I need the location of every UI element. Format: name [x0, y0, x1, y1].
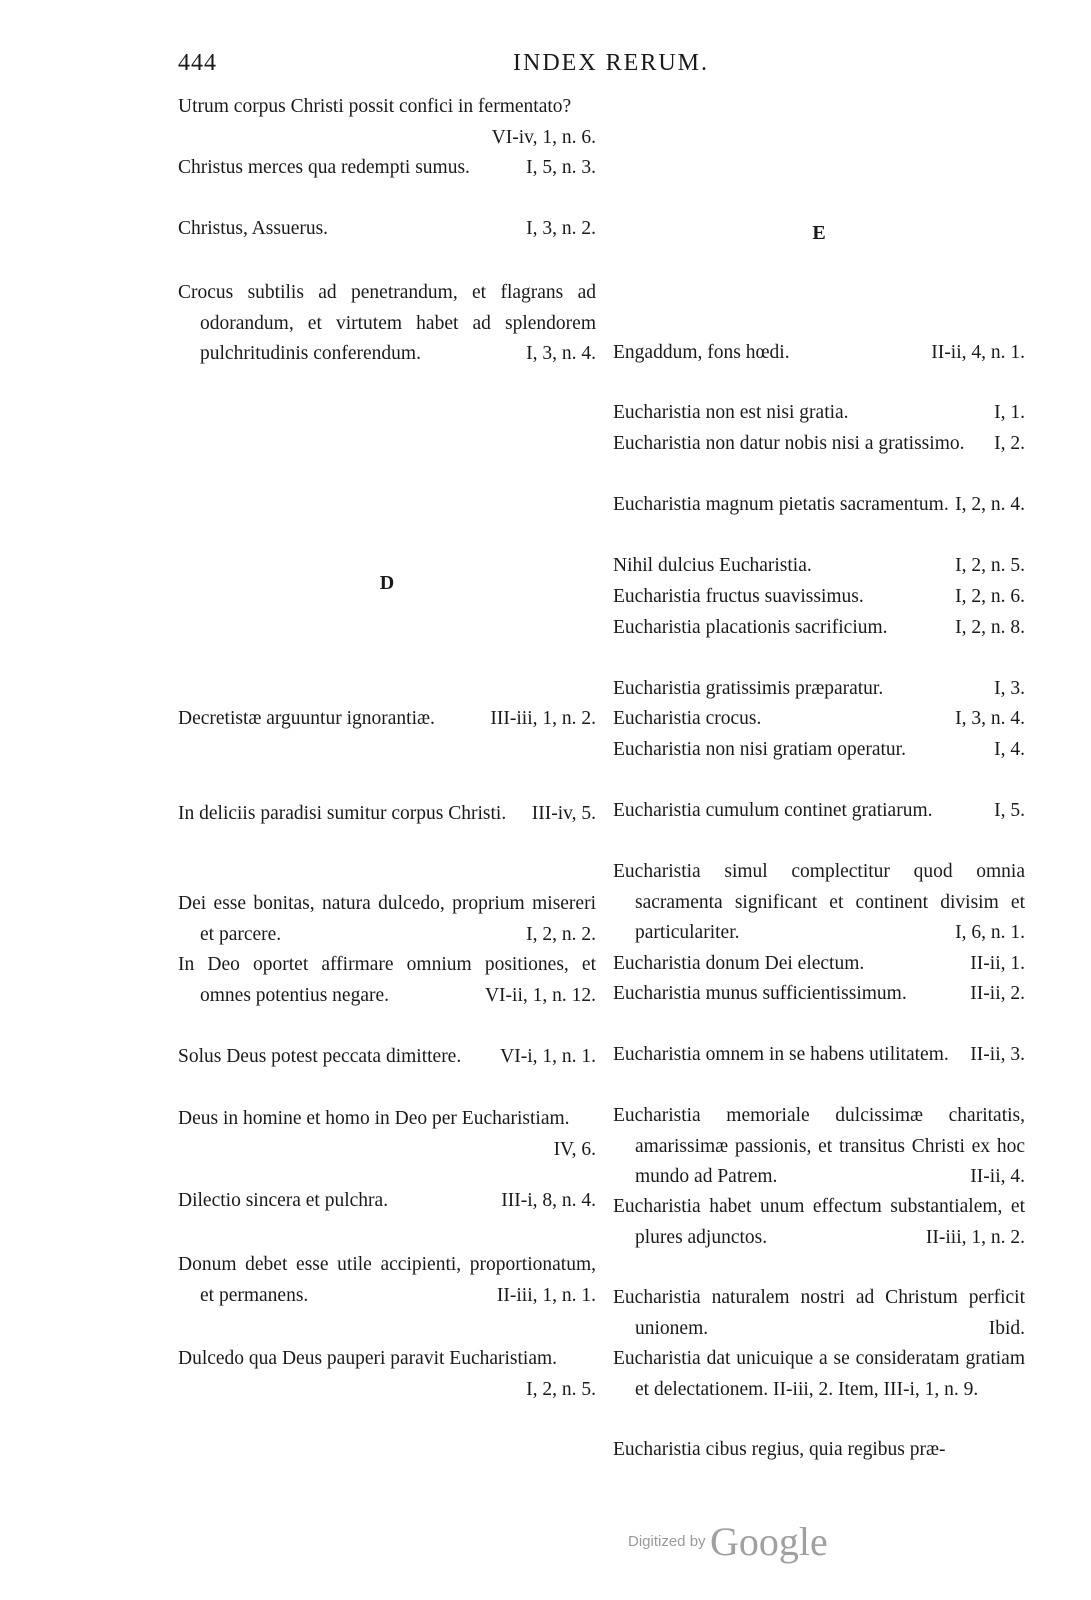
entry-text: Eucharistia munus sufficientissimum.: [613, 983, 907, 1004]
entry-text: In Deo oportet affirmare omnium positiones, et omnes potentius negare.: [178, 954, 596, 1006]
index-entry: [613, 1040, 1025, 1071]
entry-text: Eucharistia gratissimis præparatur.: [613, 678, 884, 699]
entry-reference: I, 5, n. 3.: [526, 157, 596, 178]
entry-reference: I, 2.: [994, 433, 1025, 454]
entry-reference: IV, 6.: [553, 1138, 596, 1160]
entry-reference: I, 2, n. 2.: [526, 923, 596, 945]
section-letter: D: [379, 572, 395, 594]
entry-text: Eucharistia donum Dei electum.: [613, 953, 865, 974]
entry-reference: II-iii, 1, n. 1.: [496, 1284, 596, 1306]
entry-text: Eucharistia cibus regius, quia regibus præ-: [613, 1439, 946, 1460]
index-entry: [613, 949, 1025, 980]
entry-text: Eucharistia placationis sacrificium.: [613, 617, 888, 638]
entry-reference: I, 6, n. 1.: [955, 922, 1025, 943]
index-entry: [613, 490, 1025, 521]
entry-reference: II-ii, 1.: [970, 953, 1025, 974]
entry-reference: I, 2, n. 4.: [955, 494, 1025, 515]
entry-text: Solus Deus potest peccata dimittere.: [178, 1046, 462, 1067]
index-entry: [178, 799, 596, 830]
index-entry: [613, 796, 1025, 827]
google-logo: Google: [710, 1519, 828, 1564]
entry-text: Eucharistia dat unicuique a se consideratam gratiam et delectationem. II-iii, 2. Item, III-i, 1, n. 9.: [613, 1348, 1025, 1400]
entry-text: Eucharistia habet unum effectum substantialem, et plures adjunctos.: [613, 1196, 1025, 1248]
index-entry: [178, 1186, 596, 1217]
index-entry: [613, 582, 1025, 613]
entry-text: Eucharistia non nisi gratiam operatur.: [613, 739, 906, 760]
index-column-left: [178, 92, 596, 1492]
entry-reference: II-ii, 2.: [970, 983, 1025, 1004]
entry-text: Eucharistia simul complectitur quod omnia sacramenta significant et continent divisim et particulariter.: [613, 861, 1025, 943]
entry-reference: I, 3, n. 4.: [526, 343, 596, 364]
entry-text: Deus in homine et homo in Deo per Eucharistiam.: [178, 1108, 570, 1129]
index-entry: [613, 429, 1025, 460]
entry-reference: II-ii, 3.: [970, 1044, 1025, 1065]
digitized-by-label: Digitized by: [628, 1533, 706, 1550]
index-entry: [613, 1283, 1025, 1344]
entry-reference: II-ii, 4, n. 1.: [931, 342, 1025, 363]
entry-reference: I, 3, n. 2.: [526, 218, 596, 239]
entry-reference: I, 5.: [994, 800, 1025, 821]
index-entry: [613, 1192, 1025, 1253]
entry-text: Decretistæ arguuntur ignorantiæ.: [178, 708, 435, 729]
entry-reference: VI-ii, 1, n. 12.: [484, 984, 596, 1006]
entry-reference: VI-i, 1, n. 1.: [500, 1046, 596, 1067]
entry-reference: II-iii, 1, n. 2.: [925, 1226, 1025, 1248]
entry-text: Eucharistia fructus suavissimus.: [613, 586, 864, 607]
section-letter: E: [812, 222, 826, 244]
entry-reference: III-iii, 1, n. 2.: [490, 708, 596, 729]
index-entry: [613, 613, 1025, 644]
entry-text: Dilectio sincera et pulchra.: [178, 1190, 389, 1211]
entry-text: Eucharistia magnum pietatis sacramentum.: [613, 494, 949, 515]
index-entry: [613, 1344, 1025, 1405]
index-entry: [613, 674, 1025, 705]
entry-reference: I, 2, n. 6.: [955, 586, 1025, 607]
entry-reference: VI-iv, 1, n. 6.: [491, 126, 596, 148]
index-entry: [613, 704, 1025, 735]
entry-reference: II-ii, 4.: [970, 1166, 1025, 1187]
entry-text: Eucharistia crocus.: [613, 708, 762, 729]
entry-reference: I, 2, n. 5.: [955, 555, 1025, 576]
entry-reference: I, 3, n. 4.: [955, 708, 1025, 729]
entry-text: Eucharistia cumulum continet gratiarum.: [613, 800, 933, 821]
entry-text: Dulcedo qua Deus pauperi paravit Eucharistiam.: [178, 1348, 558, 1369]
entry-text: Eucharistia naturalem nostri ad Christum perficit unionem.: [613, 1287, 1025, 1339]
index-entry: [178, 950, 596, 1011]
entry-text: Eucharistia memoriale dulcissimæ charitatis, amarissimæ passionis, et transitus Christi ex hoc mundo ad Patrem.: [613, 1105, 1025, 1187]
entry-text: Donum debet esse utile accipienti, proportionatum, et permanens.: [178, 1254, 596, 1306]
entry-reference: I, 4.: [994, 739, 1025, 760]
entry-text: Engaddum, fons hœdi.: [613, 342, 790, 363]
index-entry: [613, 1101, 1025, 1193]
entry-reference: Ibid.: [988, 1317, 1025, 1339]
entry-text: Nihil dulcius Eucharistia.: [613, 555, 812, 576]
entry-text: Crocus subtilis ad penetrandum, et flagrans ad odorandum, et virtutem habet ad splendorem pulchritudinis conferendum.: [178, 282, 596, 364]
entry-text: Eucharistia non datur nobis nisi a gratissimo.: [613, 433, 965, 454]
digitization-footer: [628, 1518, 828, 1565]
index-entry: [178, 1250, 596, 1311]
index-entry: [613, 979, 1025, 1010]
entry-reference: I, 1.: [994, 402, 1025, 423]
index-entry: [178, 1042, 596, 1073]
entry-text: Eucharistia omnem in se habens utilitatem.: [613, 1044, 949, 1065]
entry-text: In deliciis paradisi sumitur corpus Christi.: [178, 803, 507, 824]
entry-text: Utrum corpus Christi possit confici in fermentato?: [178, 96, 572, 117]
index-column-right: [613, 92, 1025, 1492]
index-entry: [178, 92, 596, 153]
index-entry: [178, 1104, 596, 1165]
index-entry: [613, 857, 1025, 949]
index-entry: [178, 153, 596, 184]
index-entry: [178, 278, 596, 370]
index-entry: [178, 889, 596, 950]
index-entry: [613, 1435, 1025, 1466]
entry-text: Christus merces qua redempti sumus.: [178, 157, 470, 178]
index-entry: [178, 214, 596, 245]
index-entry: [613, 551, 1025, 582]
entry-text: Eucharistia non est nisi gratia.: [613, 402, 849, 423]
entry-reference: I, 2, n. 8.: [955, 617, 1025, 638]
entry-reference: I, 3.: [994, 678, 1025, 699]
running-head: INDEX RERUM.: [513, 50, 709, 76]
index-entry: [613, 735, 1025, 766]
entry-text: Dei esse bonitas, natura dulcedo, proprium misereri et parcere.: [178, 893, 596, 945]
index-entry: [613, 398, 1025, 429]
page-number: 444: [178, 50, 217, 76]
index-entry: [178, 1344, 596, 1405]
entry-reference: III-iv, 5.: [531, 803, 596, 824]
entry-reference: III-i, 8, n. 4.: [501, 1190, 596, 1211]
index-entry: [178, 704, 596, 735]
index-entry: [613, 338, 1025, 369]
entry-reference: I, 2, n. 5.: [526, 1378, 596, 1400]
entry-text: Christus, Assuerus.: [178, 218, 329, 239]
